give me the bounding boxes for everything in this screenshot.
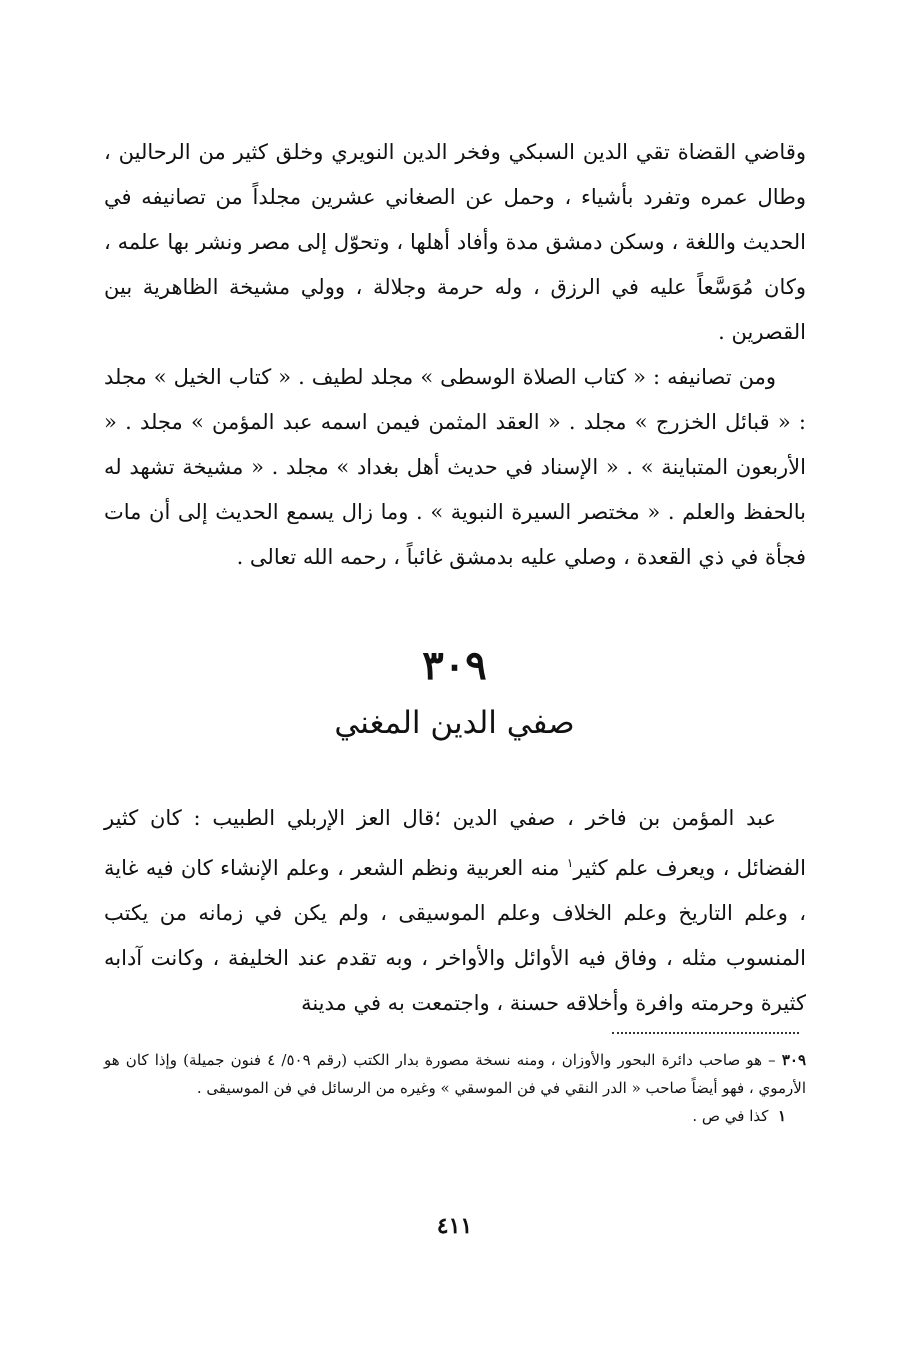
entry-number: ٣٠٩ [422,642,487,689]
footnote-2 [104,1102,806,1130]
footnotes [104,1046,806,1130]
paragraph-biography [104,796,806,1026]
paragraph-text-part: منه العربية ونظم الشعر ، وعلم الإنشاء كان فيه غاية ، وعلم التاريخ وعلم الخلاف وعلم الموسيقى ، ولم يكن في زمانه من يكتب المنسوب مثله ، وفاق فيه الأوائل والأواخر ، وبه تقدم عند الخليفة ، وكانت آدابه كثيرة وحرمته وافرة وأخلاقه حسنة ، واجتمعت به في مدينة [104,856,806,1015]
entry-title: صفي الدين المغني [334,705,575,741]
paragraph-continuation [104,130,806,355]
footnote-reference: ١ [566,856,574,870]
paragraph-text-part: عبد المؤمن بن فاخر ، صفي الدين ؛قال العز الإربلي الطبيب : كان كثير الفضائل ، ويعرف علم كثير [104,806,806,880]
footnote-text: كذا في ص . [692,1107,778,1125]
footnote-1 [104,1046,806,1102]
footnote-number: ١ [777,1107,786,1125]
footnote-divider [612,1032,799,1034]
paragraph-works [104,355,806,580]
footnote-text: – هو صاحب دائرة البحور والأوزان ، ومنه نسخة مصورة بدار الكتب (رقم ٥٠٩/ ٤ فنون جميلة) وإذا كان هو الأرموي ، فهو أيضاً صاحب « الدر النقي في فن الموسقي » وغيره من الرسائل في فن الموسيقى . [104,1051,806,1097]
page-number: ٤١١ [436,1213,473,1239]
paragraph-text: وقاضي القضاة تقي الدين السبكي وفخر الدين النويري وخلق كثير من الرحالين ، وطال عمره وتفرد بأشياء ، وحمل عن الصغاني عشرين مجلداً من تصانيفه في الحديث واللغة ، وسكن دمشق مدة وأفاد أهلها ، وتحوّل إلى مصر ونشر بها علمه ، وكان مُوَسَّعاً عليه في الرزق ، وله حرمة وجلالة ، وولي مشيخة الظاهرية بين القصرين . [104,140,806,344]
paragraph-text [104,796,806,1026]
paragraph-text: ومن تصانيفه : « كتاب الصلاة الوسطى » مجلد لطيف . « كتاب الخيل » مجلد : « قبائل الخزرج » مجلد . « العقد المثمن فيمن اسمه عبد المؤمن » مجلد . « الأربعون المتباينة » . « الإسناد في حديث أهل بغداد » مجلد . « مشيخة تشهد له بالحفظ والعلم . « مختصر السيرة النبوية » . وما زال يسمع الحديث إلى أن مات فجأة في ذي القعدة ، وصلي عليه بدمشق غائباً ، رحمه الله تعالى . [104,365,806,569]
footnote-number: ٣٠٩ [781,1051,807,1069]
